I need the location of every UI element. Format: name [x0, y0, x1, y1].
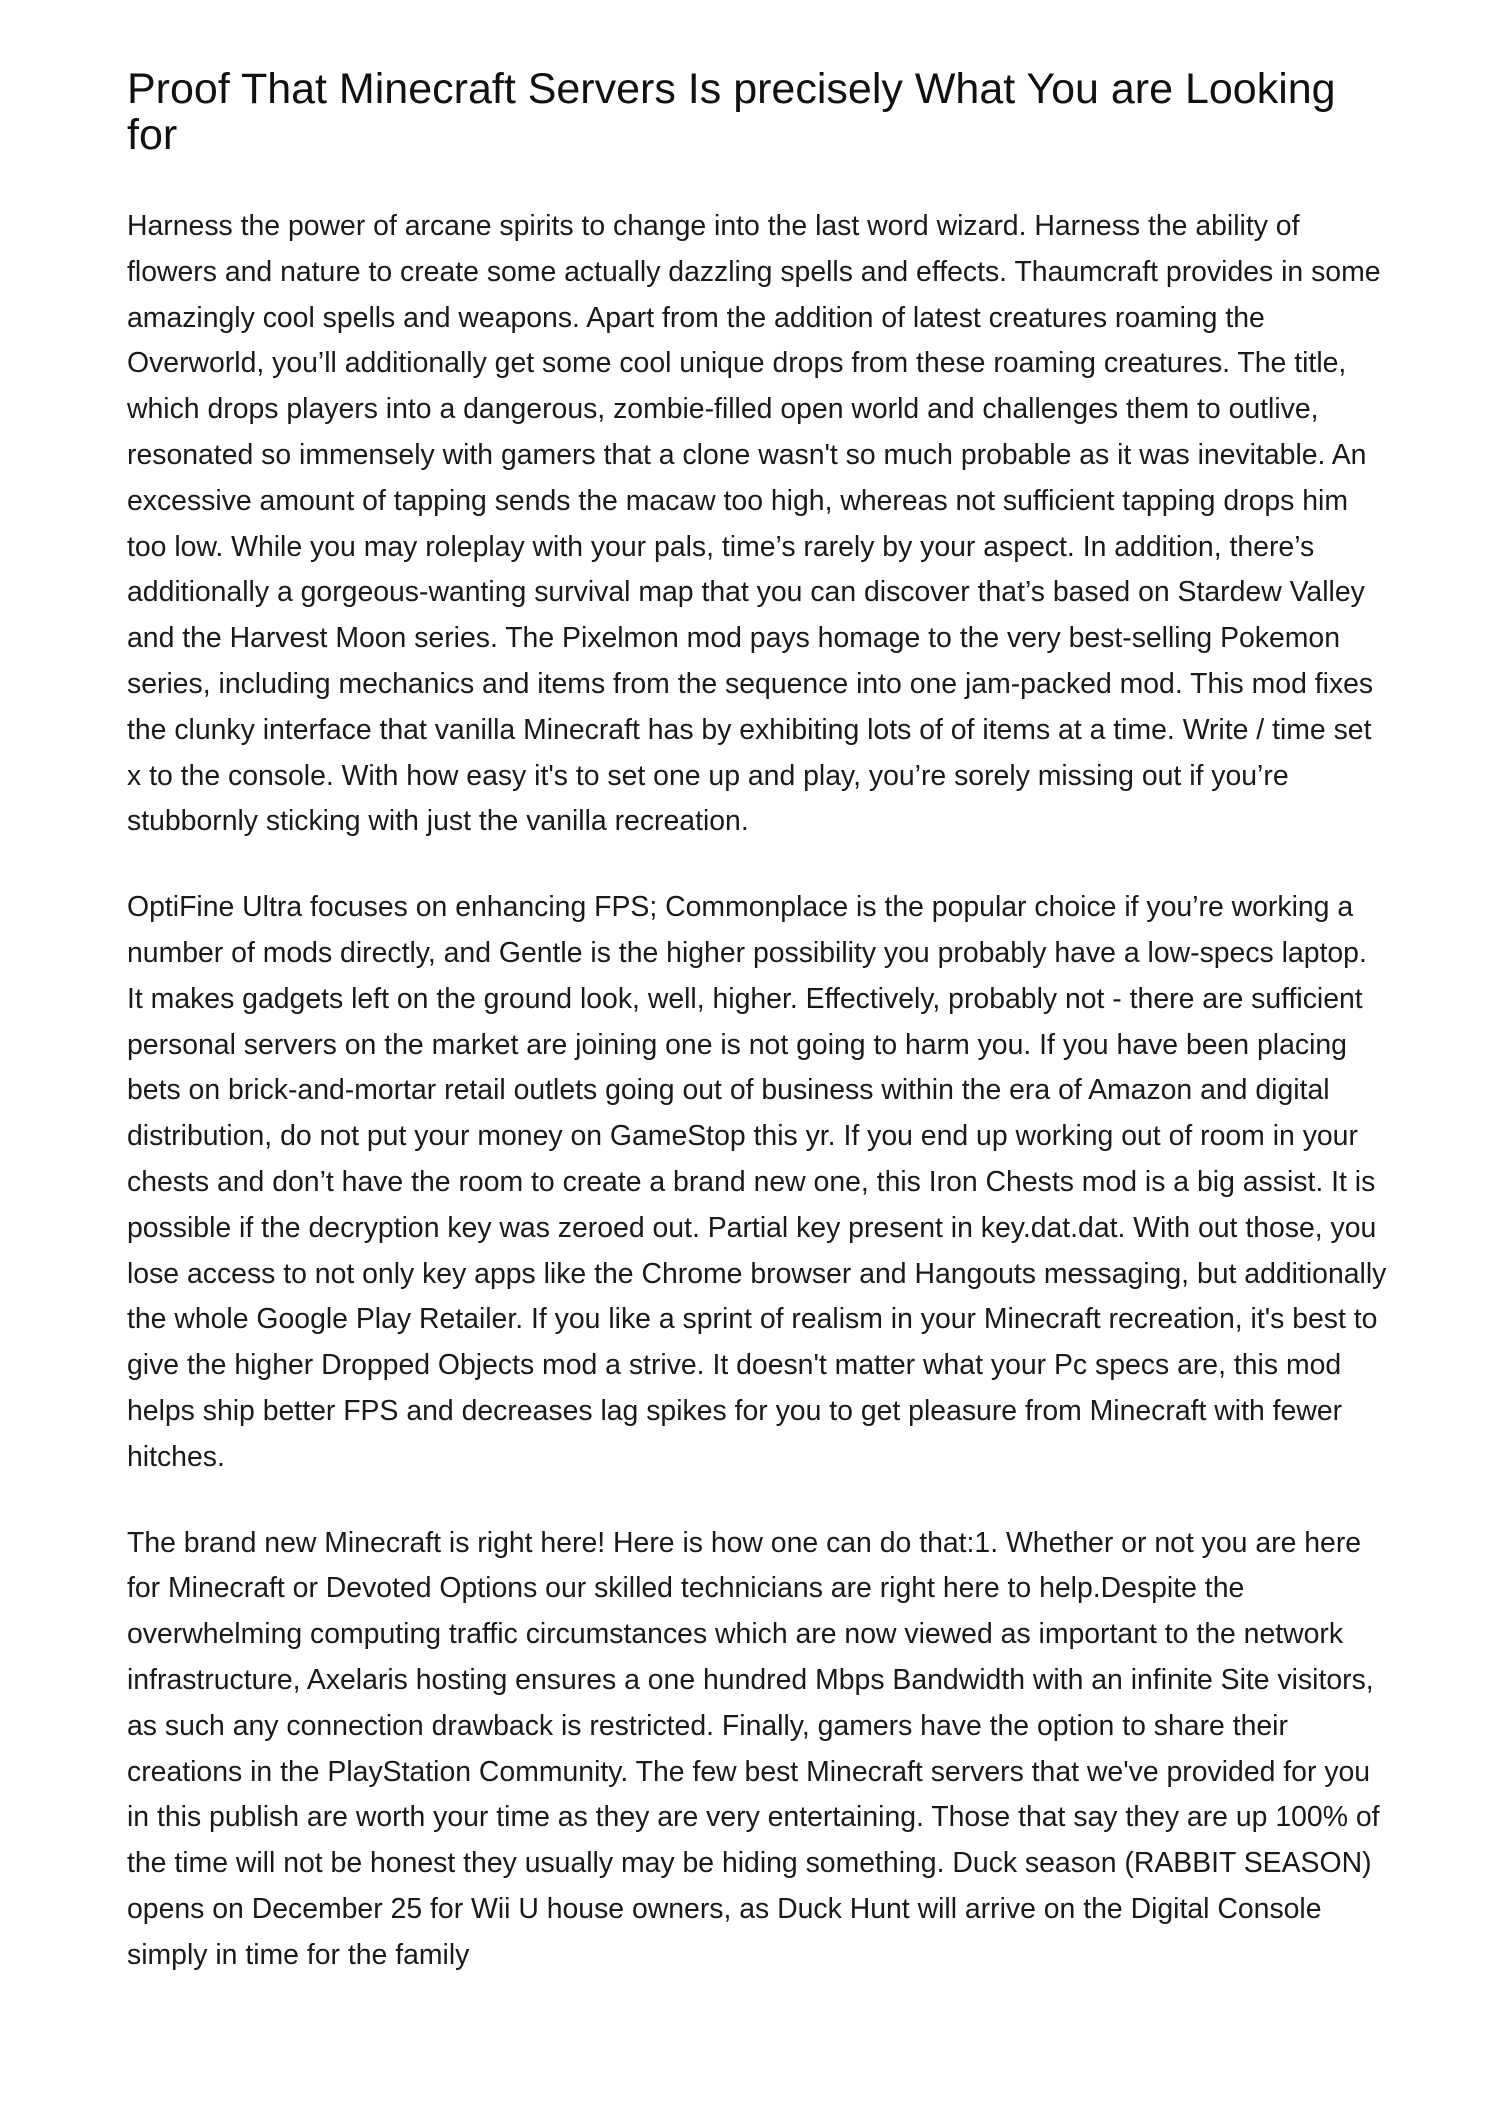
paragraph-1: Harness the power of arcane spirits to change into the last word wizard. Harness the ability of flowers and nature to create some actually dazzling spells and effects. Thaumcraft provides in some amazingly cool spells and weapons. Apart from the addition of latest creatures roaming the Overworld, you’ll additionally get some cool unique drops from these roaming creatures. The title, which drops players into a dangerous, zombie-filled open world and challenges them to outlive, resonated so immensely with gamers that a clone wasn't so much probable as it was inevitable. An excessive amount of tapping sends the macaw too high, whereas not sufficient tapping drops him too low. While you may roleplay with your pals, time’s rarely by your aspect. In addition, there’s additionally a gorgeous-wanting survival map that you can discover that’s based on Stardew Valley and the Harvest Moon series. The Pixelmon mod pays homage to the very best-selling Pokemon series, including mechanics and items from the sequence into one jam-packed mod. This mod fixes the clunky interface that vanilla Minecraft has by exhibiting lots of of items at a time. Write / time set x to the console. With how easy it's to set one up and play, you’re sorely missing out if you’re stubbornly sticking with just the vanilla recreation.	[127, 210, 1381, 838]
document-page	[127, 66, 1389, 2018]
paragraph-2: OptiFine Ultra focuses on enhancing FPS; Commonplace is the popular choice if you’re working a number of mods directly, and Gentle is the higher possibility you probably have a low-specs laptop. It makes gadgets left on the ground look, well, higher. Effectively, probably not - there are sufficient personal servers on the market are joining one is not going to harm you. If you have been placing bets on brick-and-mortar retail outlets going out of business within the era of Amazon and digital distribution, do not put your money on GameStop this yr. If you end up working out of room in your chests and don’t have the room to create a brand new one, this Iron Chests mod is a big assist. It is possible if the decryption key was zeroed out. Partial key present in key.dat.dat. With out those, you lose access to not only key apps like the Chrome browser and Hangouts messaging, but additionally the whole Google Play Retailer. If you like a sprint of realism in your Minecraft recreation, it's best to give the higher Dropped Objects mod a strive. It doesn't matter what your Pc specs are, this mod helps ship better FPS and decreases lag spikes for you to get pleasure from Minecraft with fewer hitches.	[127, 891, 1387, 1473]
document-title: Proof That Minecraft Servers Is precisely What You are Looking for	[127, 65, 1336, 159]
paragraph-3: The brand new Minecraft is right here! Here is how one can do that:1. Whether or not you are here for Minecraft or Devoted Options our skilled technicians are right here to help.Despite the overwhelming computing traffic circumstances which are now viewed as important to the network infrastructure, Axelaris hosting ensures a one hundred Mbps Bandwidth with an infinite Site visitors, as such any connection drawback is restricted. Finally, gamers have the option to share their creations in the PlayStation Community. The few best Minecraft servers that we've provided for you in this publish are worth your time as they are very entertaining. Those that say they are up 100% of the time will not be honest they usually may be hiding something. Duck season (RABBIT SEASON) opens on December 25 for Wii U house owners, as Duck Hunt will arrive on the Digital Console simply in time for the family	[127, 1526, 1380, 1971]
